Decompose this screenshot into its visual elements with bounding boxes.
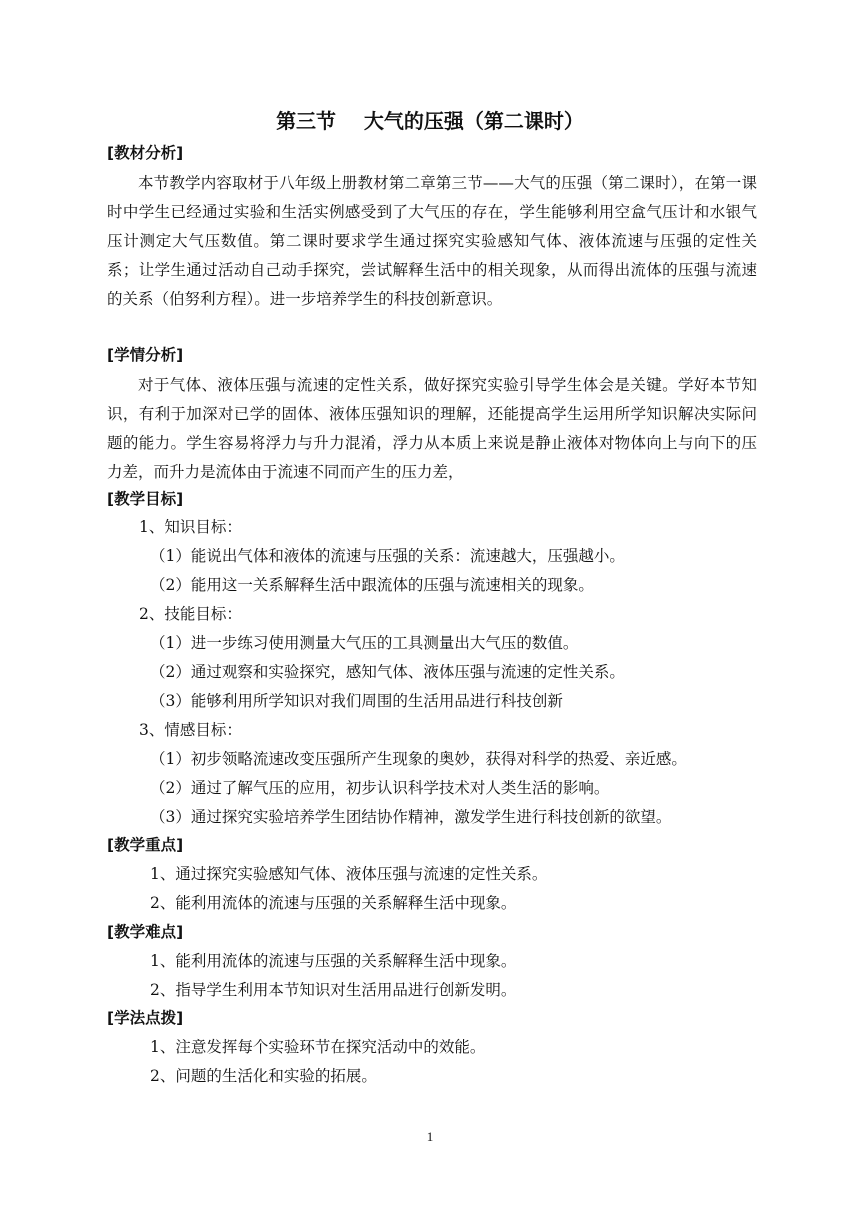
objective-item: （2）通过观察和实验探究，感知气体、液体压强与流速的定性关系。: [150, 663, 625, 681]
emotion-objectives-label: 3、情感目标：: [139, 721, 242, 739]
objective-item: （2）能用这一关系解释生活中跟流体的压强与流速相关的现象。: [150, 576, 594, 594]
section-heading-material: [教材分析]: [107, 144, 184, 162]
method-item: 2、问题的生活化和实验的拓展。: [150, 1067, 377, 1085]
page-title: 第三节 大气的压强（第二课时）: [276, 109, 584, 133]
key-point-item: 2、能利用流体的流速与压强的关系解释生活中现象。: [150, 894, 517, 912]
difficulty-item: 1、能利用流体的流速与压强的关系解释生活中现象。: [150, 952, 517, 970]
objective-item: （1）能说出气体和液体的流速与压强的关系：流速越大，压强越小。: [150, 547, 625, 565]
objective-item: （3）能够利用所学知识对我们周围的生活用品进行科技创新: [150, 692, 563, 710]
objective-item: （2）通过了解气压的应用，初步认识科学技术对人类生活的影响。: [150, 779, 610, 797]
objective-item: （3）通过探究实验培养学生团结协作精神，激发学生进行科技创新的欲望。: [150, 808, 672, 826]
learner-analysis-paragraph: 对于气体、液体压强与流速的定性关系，做好探究实验引导学生体会是关键。学好本节知识，有利于加深对已学的固体、液体压强知识的理解，还能提高学生运用所学知识解决实际问题的能力。学生容易将浮力与升力混淆，浮力从本质上来说是静止液体对物体向上与向下的压力差，而升力是流体由于流速不同而产生的压力差，: [107, 376, 757, 481]
difficulty-item: 2、指导学生利用本节知识对生活用品进行创新发明。: [150, 981, 517, 999]
objective-item: （1）进一步练习使用测量大气压的工具测量出大气压的数值。: [150, 634, 579, 652]
material-analysis-paragraph: 本节教学内容取材于八年级上册教材第二章第三节——大气的压强（第二课时），在第一课时中学生已经通过实验和生活实例感受到了大气压的存在，学生能够利用空盒气压计和水银气压计测定大气压数值。第二课时要求学生通过探究实验感知气体、液体流速与压强的定性关系；让学生通过活动自己动手探究，尝试解释生活中的相关现象，从而得出流体的压强与流速的关系（伯努利方程）。进一步培养学生的科技创新意识。: [107, 174, 757, 308]
page-number: 1: [426, 1129, 434, 1144]
objective-item: （1）初步领略流速改变压强所产生现象的奥妙，获得对科学的热爱、亲近感。: [150, 750, 687, 768]
section-heading-objectives: [教学目标]: [107, 490, 184, 508]
skill-objectives-label: 2、技能目标：: [139, 605, 242, 623]
key-point-item: 1、通过探究实验感知气体、液体压强与流速的定性关系。: [150, 865, 548, 883]
section-heading-key-points: [教学重点]: [107, 836, 184, 854]
section-heading-methods: [学法点拨]: [107, 1009, 184, 1027]
section-heading-learners: [学情分析]: [107, 346, 184, 364]
knowledge-objectives-label: 1、知识目标：: [139, 518, 242, 536]
method-item: 1、注意发挥每个实验环节在探究活动中的效能。: [150, 1038, 486, 1056]
section-heading-difficulties: [教学难点]: [107, 923, 184, 941]
